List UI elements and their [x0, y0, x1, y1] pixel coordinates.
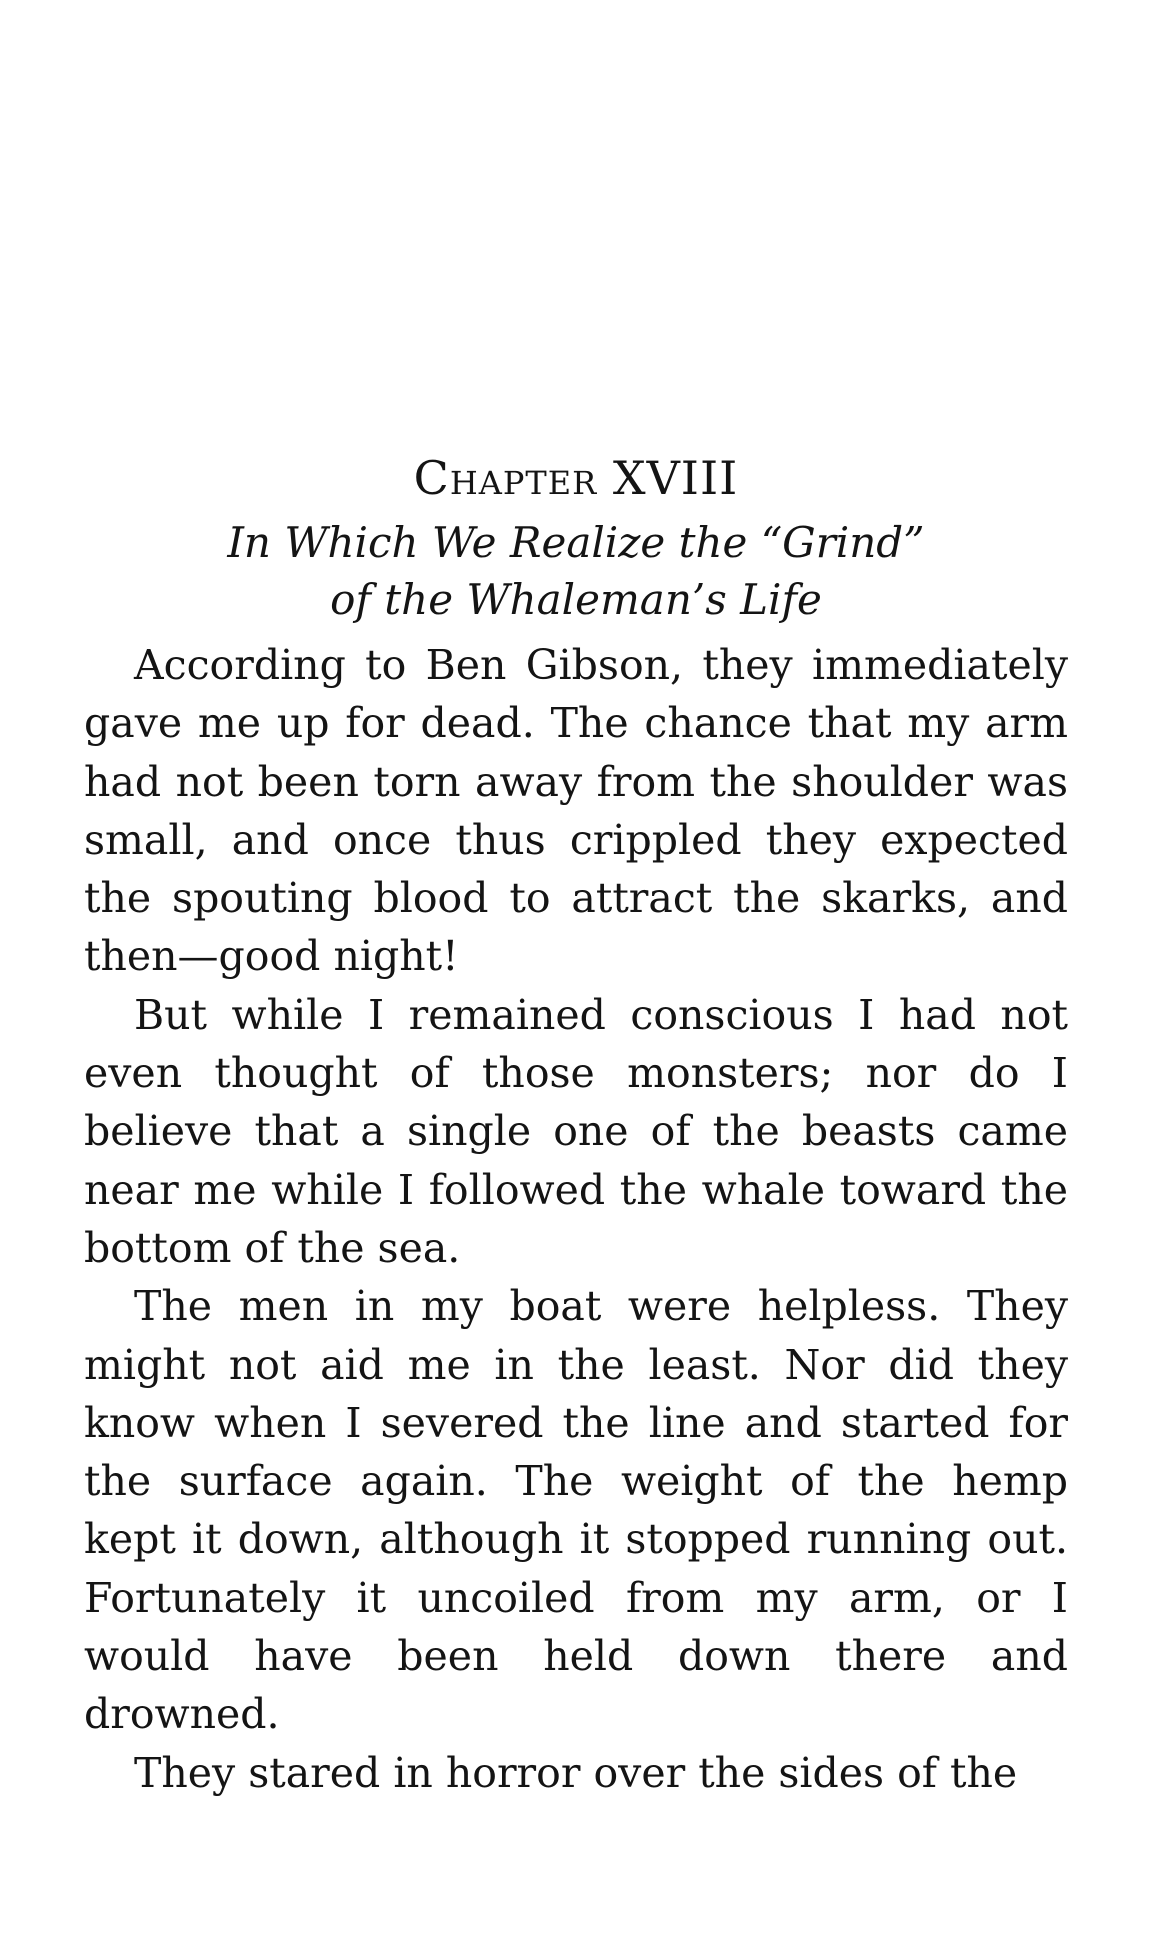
paragraph: The men in my boat were helpless. They might not aid me in the least. Nor did they know when I severed the line and started for the surface again. The weight of the hemp kept it down, although it stopped running out. Fortunately it uncoiled from my arm, or I would have been held down there and drowned.: [84, 1282, 1068, 1739]
chapter-label: Chapter: [413, 451, 598, 505]
chapter-subtitle-line-1: In Which We Realize the “Grind”: [227, 518, 925, 567]
paragraph: But while I remained conscious I had not even thought of those monsters; nor do I believe that a single one of the beasts came near me while I followed the whale toward the bottom of the sea.: [84, 990, 1068, 1272]
chapter-subtitle-line-2: of the Whaleman’s Life: [330, 575, 822, 624]
chapter-subtitle: [84, 514, 1068, 628]
paragraph: According to Ben Gibson, they immediately gave me up for dead. The chance that my arm had not been torn away from the shoulder was small, and once thus crippled they expected the spouting blood to attract the skarks, and then—good night!: [84, 641, 1068, 981]
chapter-number: XVIII: [612, 451, 739, 505]
book-page: [84, 448, 1068, 1802]
chapter-heading: [84, 448, 1068, 508]
paragraph: They stared in horror over the sides of the: [134, 1748, 1018, 1797]
body-text: [84, 636, 1068, 1802]
